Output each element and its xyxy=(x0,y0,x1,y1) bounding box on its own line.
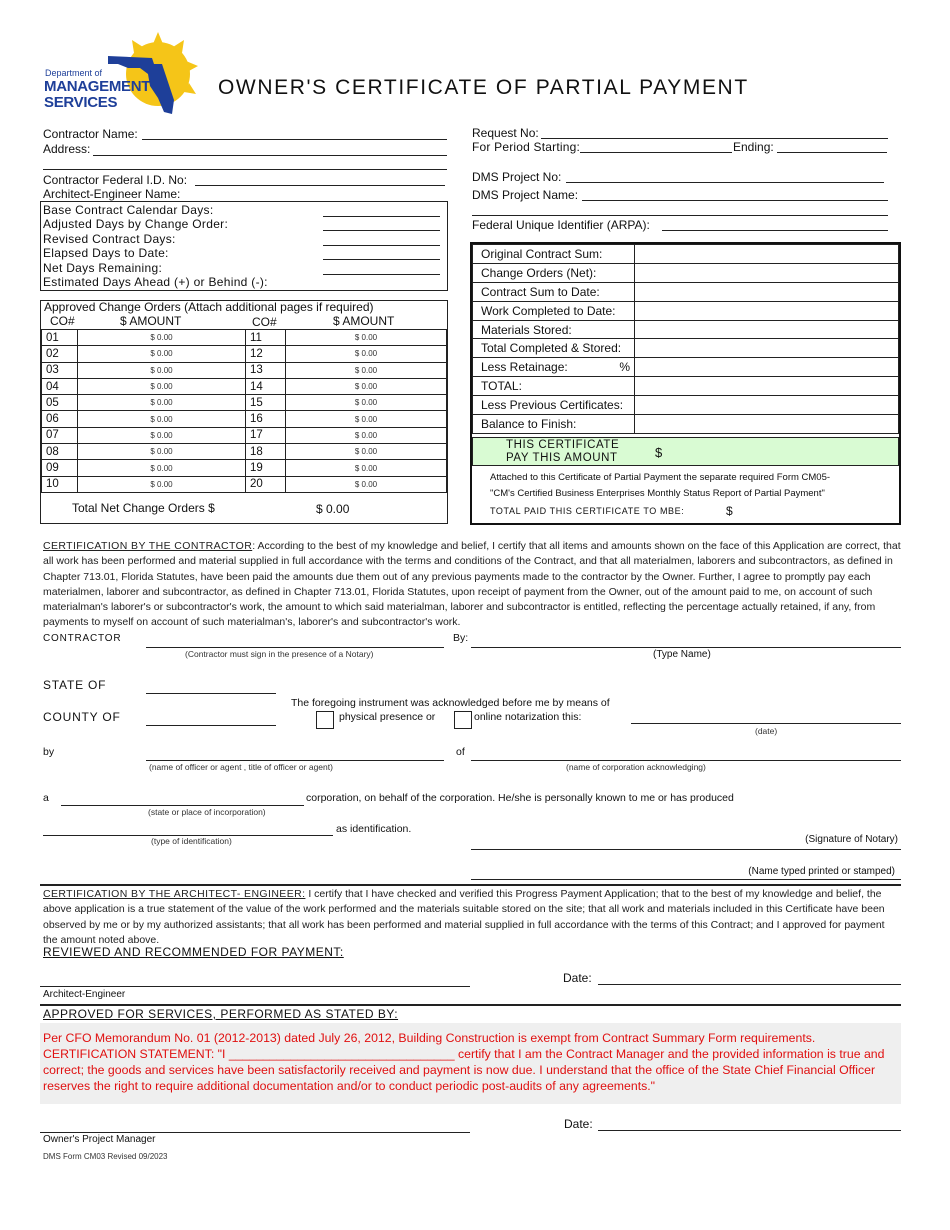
amount-header: $ AMOUNT xyxy=(333,314,395,328)
architect-name-label: Architect-Engineer Name: xyxy=(43,187,181,201)
state-note: (state or place of incorporation) xyxy=(148,807,266,817)
payment-summary-table xyxy=(472,244,899,434)
address-label: Address: xyxy=(43,142,91,156)
co-number: 13 xyxy=(246,362,286,378)
summary-value[interactable] xyxy=(635,358,899,377)
table-row xyxy=(473,282,899,301)
co-amount[interactable]: $ 0.00 xyxy=(78,346,246,362)
co-number: 08 xyxy=(42,444,78,460)
state-line[interactable] xyxy=(146,693,276,694)
co-number: 02 xyxy=(42,346,78,362)
ending-line[interactable] xyxy=(777,152,887,153)
co-number: 09 xyxy=(42,460,78,476)
by-signature-line[interactable] xyxy=(471,647,901,648)
summary-value[interactable] xyxy=(635,282,899,301)
co-amount[interactable]: $ 0.00 xyxy=(286,411,447,427)
table-row xyxy=(42,362,447,378)
change-orders-table xyxy=(41,329,447,493)
logo-line3: SERVICES xyxy=(44,94,118,111)
total-net-change-label: Total Net Change Orders $ xyxy=(72,501,215,515)
days-list xyxy=(43,203,268,289)
contractor-certification xyxy=(43,539,901,631)
type-id-note: (type of identification) xyxy=(151,836,232,846)
co-amount[interactable]: $ 0.00 xyxy=(78,411,246,427)
summary-label: Total Completed & Stored: xyxy=(473,339,635,358)
architect-cert-heading: CERTIFICATION BY THE ARCHITECT- ENGINEER: xyxy=(43,888,306,900)
address-line-1[interactable] xyxy=(93,155,447,156)
contractor-note: (Contractor must sign in the presence of a Notary) xyxy=(185,649,374,659)
reviewed-heading: REVIEWED AND RECOMMENDED FOR PAYMENT: xyxy=(43,945,344,959)
notary-signature-line[interactable] xyxy=(471,849,901,850)
dms-project-name-line-1[interactable] xyxy=(582,200,888,201)
co-header: CO# xyxy=(50,314,75,328)
county-line[interactable] xyxy=(146,725,276,726)
certification-statement: CERTIFICATION STATEMENT: "I _________________________________ certify that I am the Contract Manager and the provided information is true and correct; the goods and services have been satisfactorily received and payment is now due. I understand that the office of the State Chief Financial Officer reserves the right to require additional documentation and/or to conduct periodic post-audits of any agreements." xyxy=(43,1047,885,1094)
table-row xyxy=(473,245,899,264)
table-row xyxy=(42,411,447,427)
of-label: of xyxy=(456,746,465,758)
co-amount[interactable]: $ 0.00 xyxy=(78,427,246,443)
corporation-text: corporation, on behalf of the corporation. He/she is personally known to me or has produced xyxy=(306,792,734,804)
summary-label: Less Retainage: xyxy=(481,360,568,375)
co-amount[interactable]: $ 0.00 xyxy=(78,460,246,476)
days-label: Elapsed Days to Date: xyxy=(43,246,169,261)
co-amount[interactable]: $ 0.00 xyxy=(78,378,246,394)
dms-project-name-label: DMS Project Name: xyxy=(472,188,579,202)
ending-label: Ending: xyxy=(733,140,774,154)
days-label: Base Contract Calendar Days: xyxy=(43,203,214,217)
state-of-label: STATE OF xyxy=(43,678,107,692)
table-row xyxy=(42,476,447,492)
officer-note: (name of officer or agent , title of officer or agent) xyxy=(149,762,333,772)
federal-id-line[interactable] xyxy=(195,185,445,186)
change-orders-heading: Approved Change Orders (Attach additional pages if required) xyxy=(44,300,374,314)
days-input-line[interactable] xyxy=(323,274,440,275)
dms-logo xyxy=(40,30,200,120)
divider xyxy=(40,884,901,886)
amount-header: $ AMOUNT xyxy=(120,314,182,328)
summary-value[interactable] xyxy=(635,320,899,339)
days-input-line[interactable] xyxy=(323,245,440,246)
co-amount[interactable]: $ 0.00 xyxy=(286,476,447,492)
date-note: (date) xyxy=(755,726,778,736)
architect-date-label: Date: xyxy=(563,971,592,985)
co-number: 07 xyxy=(42,427,78,443)
address-line-2[interactable] xyxy=(43,169,447,170)
table-row xyxy=(42,444,447,460)
co-number: 17 xyxy=(246,427,286,443)
approval-date-label: Date: xyxy=(564,1117,593,1131)
days-input-line[interactable] xyxy=(323,259,440,260)
approval-heading: APPROVED FOR SERVICES, PERFORMED AS STATED BY: xyxy=(43,1007,399,1021)
co-header: CO# xyxy=(252,315,277,329)
summary-label: Less Previous Certificates: xyxy=(473,396,635,415)
physical-presence-label: physical presence or xyxy=(339,711,436,723)
co-amount[interactable]: $ 0.00 xyxy=(78,476,246,492)
pay-line-2: PAY THIS AMOUNT xyxy=(506,452,618,464)
co-number: 15 xyxy=(246,395,286,411)
divider xyxy=(40,1004,901,1006)
table-row xyxy=(473,301,899,320)
period-starting-line[interactable] xyxy=(580,152,732,153)
co-amount[interactable]: $ 0.00 xyxy=(286,444,447,460)
co-number: 14 xyxy=(246,378,286,394)
summary-label: Original Contract Sum: xyxy=(473,245,635,264)
table-row xyxy=(42,346,447,362)
summary-label: Change Orders (Net): xyxy=(473,263,635,282)
summary-label: TOTAL: xyxy=(473,377,635,396)
dms-project-no-line[interactable] xyxy=(566,182,884,183)
co-amount[interactable]: $ 0.00 xyxy=(78,395,246,411)
co-amount[interactable]: $ 0.00 xyxy=(286,460,447,476)
mbe-dollar: $ xyxy=(726,504,733,518)
type-name-note: (Type Name) xyxy=(653,649,711,660)
co-amount[interactable]: $ 0.00 xyxy=(286,378,447,394)
request-no-line[interactable] xyxy=(541,138,888,139)
federal-uid-label: Federal Unique Identifier (ARPA): xyxy=(472,218,650,232)
table-row xyxy=(42,395,447,411)
acknowledged-text: The foregoing instrument was acknowledged before me by means of xyxy=(291,697,610,709)
a-label: a xyxy=(43,792,49,804)
corp-note: (name of corporation acknowledging) xyxy=(566,762,706,772)
period-starting-label: For Period Starting: xyxy=(472,140,581,154)
table-row xyxy=(42,460,447,476)
summary-value[interactable] xyxy=(635,377,899,396)
attached-note-2: "CM's Certified Business Enterprises Monthly Status Report of Partial Payment" xyxy=(490,488,825,499)
online-notarization-label: online notarization this: xyxy=(474,711,582,723)
summary-label: Contract Sum to Date: xyxy=(473,282,635,301)
architect-engineer-label: Architect-Engineer xyxy=(43,989,126,1000)
logo-line1: Department of xyxy=(45,68,103,78)
pay-dollar: $ xyxy=(655,445,663,460)
percent-sign: % xyxy=(619,360,630,375)
contractor-label: CONTRACTOR xyxy=(43,633,122,644)
summary-label: Work Completed to Date: xyxy=(473,301,635,320)
co-amount[interactable]: $ 0.00 xyxy=(286,427,447,443)
table-row xyxy=(473,415,899,434)
co-number: 05 xyxy=(42,395,78,411)
co-number: 10 xyxy=(42,476,78,492)
corporation-line[interactable] xyxy=(471,760,901,761)
architect-signature-line[interactable] xyxy=(40,986,470,987)
approval-date-line[interactable] xyxy=(598,1130,901,1131)
request-no-label: Request No: xyxy=(472,126,539,140)
summary-value[interactable] xyxy=(635,396,899,415)
summary-value[interactable] xyxy=(635,245,899,264)
co-number: 03 xyxy=(42,362,78,378)
days-label: Net Days Remaining: xyxy=(43,260,163,275)
co-amount[interactable]: $ 0.00 xyxy=(286,330,447,346)
architect-cert-body: I certify that I have checked and verified this Progress Payment Application; that to the best of my knowledge and belief, the above application is a true statement of the value of the work performed and the materials suitable stored on the site; that all work and materials included in this Certificate have been observed by me or by my authorized assistants; that all work has been performed and material supplied in full accordance with the terms of this Contract; and I approved for payment the amount noted above. xyxy=(43,888,885,946)
contractor-name-line[interactable] xyxy=(142,139,447,140)
co-number: 19 xyxy=(246,460,286,476)
co-amount[interactable]: $ 0.00 xyxy=(286,346,447,362)
table-row xyxy=(473,263,899,282)
online-notarization-checkbox[interactable] xyxy=(454,711,472,729)
federal-uid-line[interactable] xyxy=(662,230,888,231)
by-label: By: xyxy=(453,632,469,644)
co-amount[interactable]: $ 0.00 xyxy=(286,362,447,378)
contractor-cert-body: : According to the best of my knowledge and belief, I certify that all items and amounts shown on the face of this Application are correct, that all work has been performed and material supplied in full accordance with the terms and conditions of the Contract, and that all materialmen, laborers and subcontractors, as defined in Chapter 713.01, Florida Statutes, have been paid the amounts due them out of any previous payments made to the contractor by the Owner. Further, I agree to promptly pay each materialmen, laborer and subcontractor, as defined in Chapter 713.01, Florida Statutes, upon receipt of payment from the Owner, out of the amount paid to me, on account of such materialman's laborer's or subcontractor's work, the amount to which said materialman, laborer and subcontractor is entitled, reflecting the percentage actually retained, if any, from payments to myself on account of such materialman's, laborer's and subcontractor's work. xyxy=(43,540,901,629)
incorporation-line[interactable] xyxy=(61,805,304,806)
physical-presence-checkbox[interactable] xyxy=(316,711,334,729)
summary-label: Balance to Finish: xyxy=(473,415,635,434)
owner-pm-signature-line[interactable] xyxy=(40,1132,470,1133)
days-label: Revised Contract Days: xyxy=(43,231,176,246)
summary-label: Materials Stored: xyxy=(473,320,635,339)
co-number: 04 xyxy=(42,378,78,394)
table-row xyxy=(42,330,447,346)
date-line[interactable] xyxy=(631,723,901,724)
co-number: 20 xyxy=(246,476,286,492)
county-of-label: COUNTY OF xyxy=(43,710,121,724)
table-row xyxy=(473,396,899,415)
days-label: Adjusted Days by Change Order: xyxy=(43,217,229,232)
contractor-cert-heading: CERTIFICATION BY THE CONTRACTOR xyxy=(43,540,253,552)
architect-certification xyxy=(43,887,901,948)
by-label-2: by xyxy=(43,746,55,758)
summary-value[interactable] xyxy=(635,263,899,282)
dms-project-no-label: DMS Project No: xyxy=(472,170,562,184)
days-label: Estimated Days Ahead (+) or Behind (-): xyxy=(43,274,268,289)
days-input-line[interactable] xyxy=(323,216,440,217)
days-input-line[interactable] xyxy=(323,230,440,231)
co-number: 12 xyxy=(246,346,286,362)
owner-pm-label: Owner's Project Manager xyxy=(43,1134,156,1145)
total-net-change-value: $ 0.00 xyxy=(316,502,350,516)
contractor-name-label: Contractor Name: xyxy=(43,127,138,141)
co-number: 11 xyxy=(246,330,286,346)
table-row xyxy=(473,377,899,396)
mbe-label: TOTAL PAID THIS CERTIFICATE TO MBE: xyxy=(490,506,685,516)
co-number: 18 xyxy=(246,444,286,460)
co-number: 16 xyxy=(246,411,286,427)
co-number: 06 xyxy=(42,411,78,427)
federal-id-label: Contractor Federal I.D. No: xyxy=(43,173,188,187)
co-amount[interactable]: $ 0.00 xyxy=(286,395,447,411)
table-row xyxy=(473,358,899,377)
co-amount[interactable]: $ 0.00 xyxy=(78,330,246,346)
page-title: OWNER'S CERTIFICATE OF PARTIAL PAYMENT xyxy=(218,76,749,99)
table-row xyxy=(473,339,899,358)
cfo-memo: Per CFO Memorandum No. 01 (2012-2013) dated July 26, 2012, Building Construction is exempt from Contract Summary Form requirements. xyxy=(43,1031,816,1045)
form-id: DMS Form CM03 Revised 09/2023 xyxy=(43,1152,168,1161)
dms-project-name-line-2[interactable] xyxy=(472,215,888,216)
summary-value[interactable] xyxy=(635,339,899,358)
architect-date-line[interactable] xyxy=(598,984,901,985)
summary-value[interactable] xyxy=(635,301,899,320)
co-amount[interactable]: $ 0.00 xyxy=(78,362,246,378)
table-row xyxy=(473,320,899,339)
co-amount[interactable]: $ 0.00 xyxy=(78,444,246,460)
attached-note-1: Attached to this Certificate of Partial Payment the separate required Form CM05- xyxy=(490,472,831,483)
table-row xyxy=(42,378,447,394)
pay-line-1: THIS CERTIFICATE xyxy=(506,439,620,451)
co-number: 01 xyxy=(42,330,78,346)
name-typed-line[interactable] xyxy=(471,879,901,880)
officer-line[interactable] xyxy=(146,760,444,761)
name-typed-note: (Name typed printed or stamped) xyxy=(748,866,895,877)
table-row xyxy=(42,427,447,443)
summary-value[interactable] xyxy=(635,415,899,434)
as-identification-label: as identification. xyxy=(336,823,412,835)
contractor-signature-line[interactable] xyxy=(146,647,444,648)
summary-label-retainage xyxy=(473,358,635,377)
logo-line2: MANAGEMENT xyxy=(44,78,151,95)
notary-signature-note: (Signature of Notary) xyxy=(805,834,898,845)
